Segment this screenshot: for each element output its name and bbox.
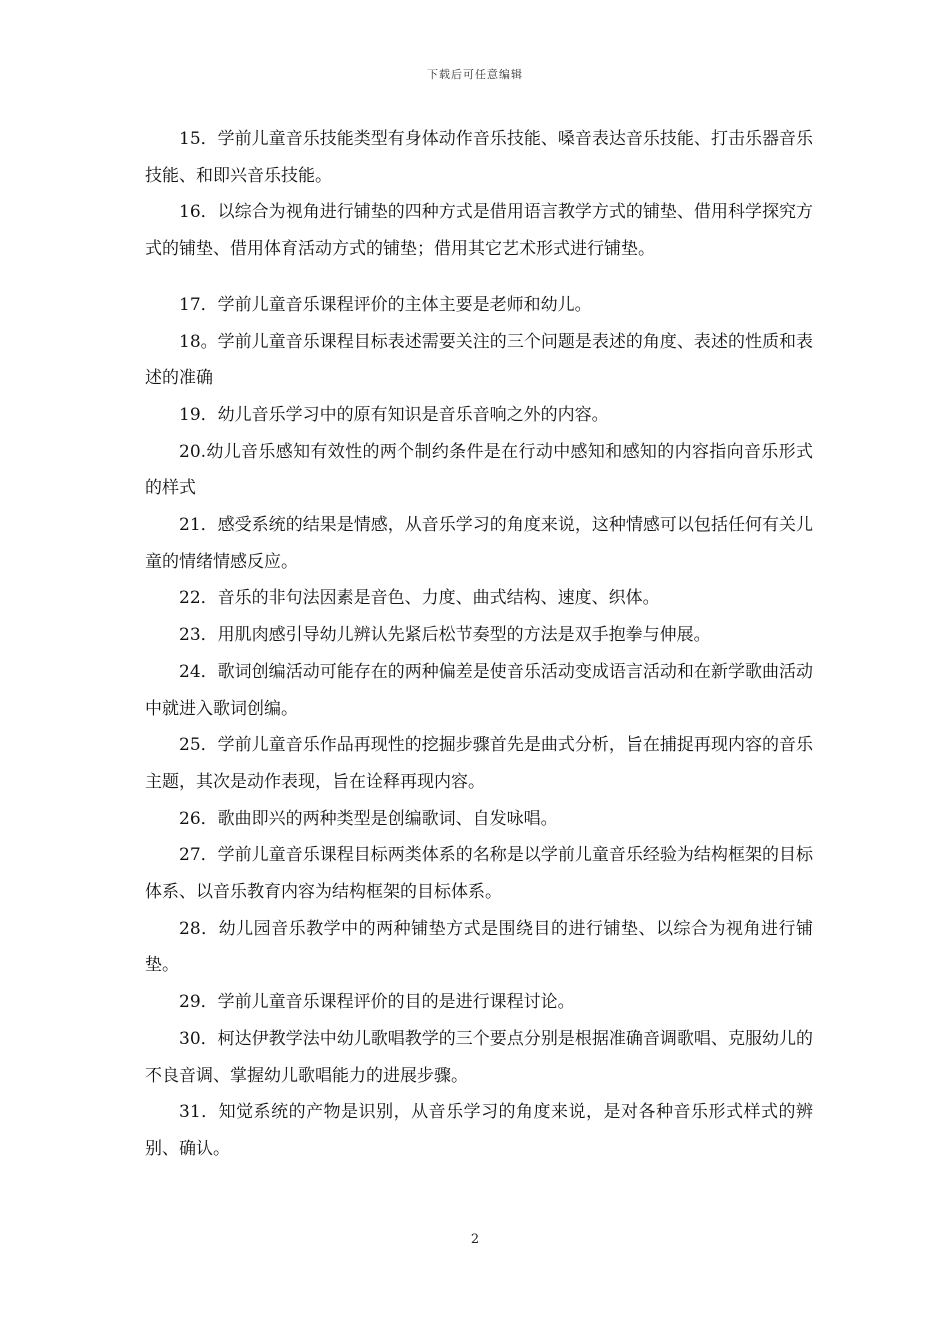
list-item: 27．学前儿童音乐课程目标两类体系的名称是以学前儿童音乐经验为结构框架的目标体系、以音乐教育内容为结构框架的目标体系。 [145, 845, 813, 903]
list-item: 28．幼儿园音乐教学中的两种铺垫方式是围绕目的进行铺垫、以综合为视角进行铺垫。 [145, 918, 813, 976]
list-item: 29．学前儿童音乐课程评价的目的是进行课程讨论。 [179, 992, 575, 1013]
page-number: 2 [470, 1232, 480, 1247]
list-item: 19．幼儿音乐学习中的原有知识是音乐音响之外的内容。 [179, 404, 609, 425]
list-item: 21．感受系统的结果是情感，从音乐学习的角度来说，这种情感可以包括任何有关儿童的情绪情感反应。 [145, 515, 813, 572]
page-header: 下载后可任意编辑 [427, 68, 523, 81]
list-item: 22．音乐的非句法因素是音色、力度、曲式结构、速度、织体。 [179, 588, 660, 609]
list-item: 25．学前儿童音乐作品再现性的挖掘步骤首先是曲式分析，旨在捕捉再现内容的音乐主题，其次是动作表现，旨在诠释再现内容。 [145, 735, 813, 792]
list-item: 24．歌词创编活动可能存在的两种偏差是使音乐活动变成语言活动和在新学歌曲活动中就进入歌词创编。 [145, 661, 813, 719]
list-item: 31．知觉系统的产物是识别，从音乐学习的角度来说，是对各种音乐形式样式的辨别、确认。 [145, 1102, 813, 1159]
list-item: 15．学前儿童音乐技能类型有身体动作音乐技能、嗓音表达音乐技能、打击乐器音乐技能、和即兴音乐技能。 [145, 129, 813, 186]
list-item: 18。学前儿童音乐课程目标表述需要关注的三个问题是表述的角度、表述的性质和表述的准确 [145, 331, 813, 389]
list-item: 16．以综合为视角进行铺垫的四种方式是借用语言教学方式的铺垫、借用科学探究方式的铺垫、借用体育活动方式的铺垫；借用其它艺术形式进行铺垫。 [145, 202, 813, 260]
list-item: 26．歌曲即兴的两种类型是创编歌词、自发咏唱。 [179, 808, 558, 829]
list-item: 20.幼儿音乐感知有效性的两个制约条件是在行动中感知和感知的内容指向音乐形式的样式 [145, 441, 813, 499]
list-item: 17．学前儿童音乐课程评价的主体主要是老师和幼儿。 [179, 294, 592, 315]
document-body [145, 121, 813, 1168]
list-item: 30．柯达伊教学法中幼儿歌唱教学的三个要点分别是根据准确音调歌唱、克服幼儿的不良音调、掌握幼儿歌唱能力的进展步骤。 [145, 1028, 813, 1086]
list-item: 23．用肌肉感引导幼儿辨认先紧后松节奏型的方法是双手抱拳与伸展。 [179, 625, 711, 646]
